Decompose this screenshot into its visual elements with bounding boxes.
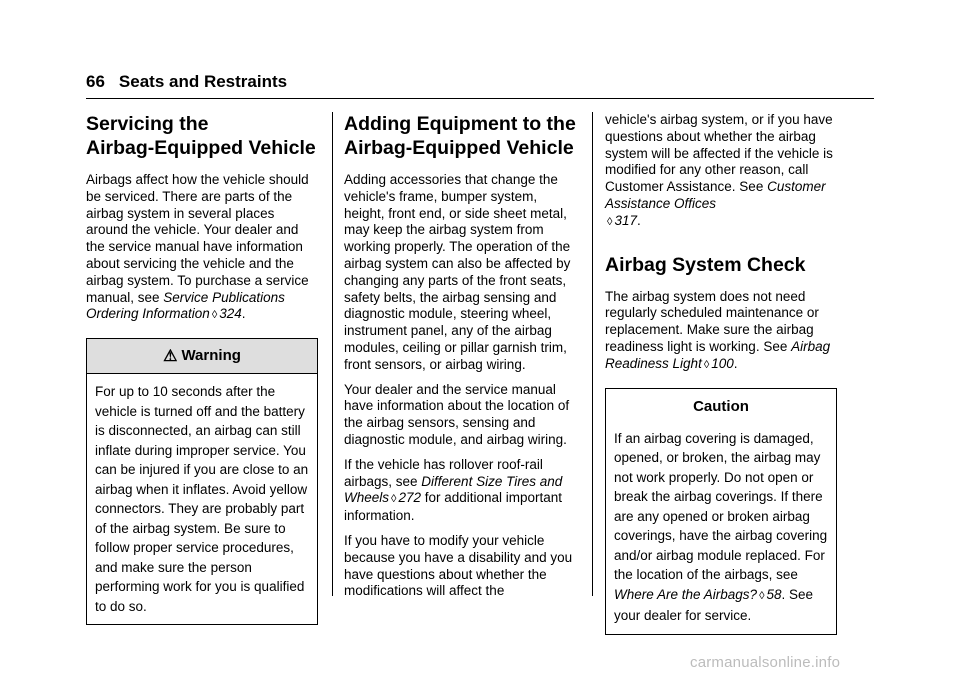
caution-title: Caution: [606, 389, 836, 421]
continued-paragraph: vehicle's airbag system, or if you have questions about whether the airbag system will be affected if the vehicle is modified for any other reason, call Customer Assistance. See Customer Assistance Offices ◊ 317.: [605, 112, 837, 231]
heading-adding-equipment: Adding Equipment to the Airbag-Equipped Vehicle: [344, 113, 576, 159]
page-ref-number[interactable]: 58: [766, 586, 782, 602]
page-ref-number[interactable]: 272: [398, 490, 421, 506]
warning-header: [87, 339, 317, 374]
heading-servicing: Servicing the Airbag-Equipped Vehicle: [86, 113, 316, 159]
page-ref-icon: ◊: [759, 589, 765, 602]
page-ref-icon: ◊: [703, 358, 710, 371]
warning-text: For up to 10 seconds after the vehicle is turned off and the battery is disconnected, an airbag can still inflate during improper service. You can be injured if you are close to an airbag when it inflates. Avoid yellow connectors. They are probably part of the airbag system. Be sure to follow proper service procedures, and make sure the person performing work for you is qualified to do so.: [95, 384, 309, 614]
column-divider: [592, 112, 593, 596]
warning-icon: ⚠: [163, 348, 178, 366]
xref-customer-assistance[interactable]: Customer Assistance Offices: [605, 179, 826, 211]
xref-service-publications[interactable]: Service Publications Ordering Information: [86, 289, 285, 322]
xref-tires-wheels[interactable]: Different Size Tires and Wheels: [344, 473, 563, 506]
adding-paragraph-1: Adding accessories that change the vehicle's frame, bumper system, height, front end, or side sheet metal, may keep the airbag system from working properly. The operation of the airbag system can also be affected by changing any parts of the front seats, safety belts, the airbag sensing and diagnostic module, steering wheel, instrument panel, any of the airbag modules, ceiling or pillar garnish trim, front sensors, or airbag wiring.: [344, 172, 571, 372]
heading-airbag-check: Airbag System Check: [605, 253, 806, 276]
page-ref-number[interactable]: 100: [711, 355, 734, 371]
warning-box: [86, 338, 318, 625]
adding-paragraph-2: Your dealer and the service manual have information about the location of the airbag sensors, sensing and diagnostic module, and airbag wiring.: [344, 381, 570, 447]
column-left: [86, 112, 318, 625]
page-ref-number[interactable]: 317: [614, 212, 637, 228]
page-number: 66: [86, 72, 105, 91]
servicing-paragraph: Airbags affect how the vehicle should be serviced. There are parts of the airbag system in several places around the vehicle. Your dealer and the service manual have information about servicing the vehicle and the airbag system. To purchase a service manual, see Service Publications Ordering Information ◊ 324.: [86, 172, 318, 324]
section-title: Seats and Restraints: [118, 72, 288, 91]
watermark: carmanualsonline.info: [690, 654, 841, 671]
adding-paragraph-4: If you have to modify your vehicle because you have a disability and you have questions about whether the modifications will affect the: [344, 532, 573, 599]
page-header: [86, 72, 874, 99]
column-divider: [332, 112, 333, 596]
adding-paragraph-3: If the vehicle has rollover roof-rail airbags, see Different Size Tires and Wheels ◊ 272 for additional important information.: [344, 456, 563, 524]
page-ref-icon: ◊: [607, 215, 613, 228]
xref-where-airbags[interactable]: Where Are the Airbags?: [614, 586, 758, 602]
check-paragraph: The airbag system does not need regularly scheduled maintenance or replacement. Make sure the airbag readiness light is working. See Airbag Readiness Light ◊ 100.: [605, 289, 837, 374]
warning-title: Warning: [181, 347, 241, 365]
column-right: [605, 112, 837, 635]
caution-text: If an airbag covering is damaged, opened, or broken, the airbag may not work properly. Do not open or break the airbag coverings. If there are any opened or broken airbag coverings, have the airbag covering and/or airbag module replaced. For the location of the airbags, see Where Are the Airbags? ◊ 58. See your dealer for service.: [614, 430, 828, 624]
page-ref-number[interactable]: 324: [219, 306, 242, 322]
page-ref-icon: ◊: [391, 493, 397, 506]
caution-box: [605, 388, 837, 635]
xref-readiness-light[interactable]: Airbag Readiness Light: [605, 338, 831, 371]
column-middle: [344, 112, 576, 608]
page-ref-icon: ◊: [211, 309, 218, 322]
